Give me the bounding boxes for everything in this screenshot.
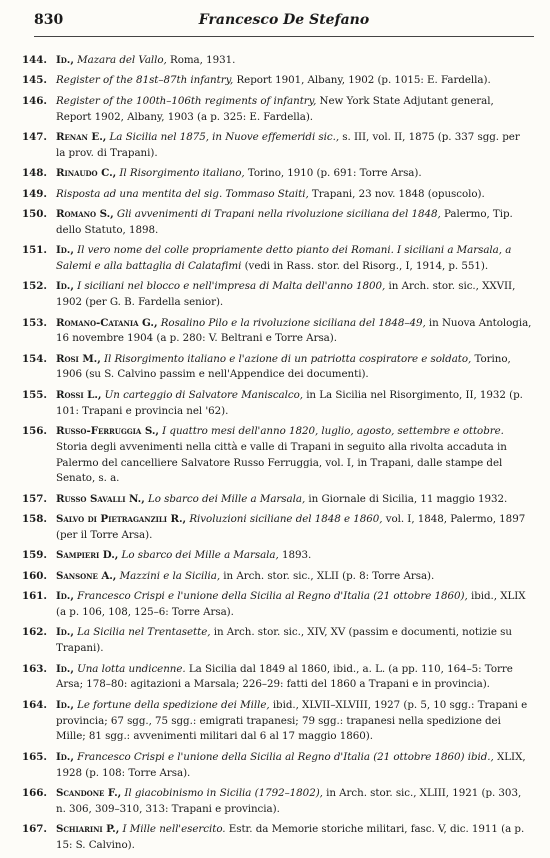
bibliography-entry (22, 53, 532, 69)
entry-details: Palermo, Tip. dello Statuto, 1898. (56, 207, 513, 236)
entry-details: Estr. da Memorie storiche militari, fasc. V, dic. 1911 (a p. 15: S. Calvino). (56, 823, 525, 851)
bibliography-entry (22, 822, 532, 854)
entry-details: New York State Adjutant general, Report 1902, Albany, 1903 (a p. 325: E. Fardella). (56, 94, 494, 123)
entry-number: 157. (22, 492, 47, 505)
entry-number: 162. (22, 626, 47, 639)
entry-title: Il Risorgimento italiano, (119, 167, 245, 180)
entry-author: Id., (56, 626, 74, 639)
entry-title: La Sicilia nel Trentasette, (77, 626, 211, 639)
entry-title: Rivoluzioni siciliane del 1848 e 1860, (189, 513, 383, 526)
header-rule (34, 36, 534, 37)
bibliography-entry (22, 548, 532, 564)
bibliography-entry (22, 316, 532, 348)
entry-title: I quattro mesi dell'anno 1820, luglio, agosto, settembre e ottobre. (162, 425, 504, 438)
entry-title: Risposta ad una mentita del sig. Tommaso Staiti, (56, 187, 309, 200)
entry-title: Il giacobinismo in Sicilia (1792–1802), (124, 786, 323, 799)
entry-author: Id., (56, 750, 74, 763)
bibliography-entry (22, 750, 532, 782)
bibliography-entry (22, 187, 532, 203)
entry-title: Un carteggio di Salvatore Maniscalco, (104, 388, 303, 401)
entry-title: Il vero nome del colle propriamente detto pianto dei Romani. I siciliani a Marsala, a Salemi e alla battaglia di Calatafimi (56, 244, 512, 272)
entry-author: Russo Savalli N., (56, 492, 145, 505)
entry-title: I siciliani nel blocco e nell'impresa di Malta dell'anno 1800, (77, 280, 386, 293)
entry-number: 154. (22, 352, 47, 365)
entry-title: Lo sbarco dei Mille a Marsala, (121, 549, 279, 562)
entry-author: Schiarini P., (56, 823, 120, 836)
entry-details: Roma, 1931. (166, 54, 236, 66)
entry-details: 1893. (278, 549, 312, 562)
entry-author: Romano S., (56, 207, 114, 220)
entry-author: Scandone F., (56, 786, 122, 799)
entry-details: in Nuova Antologia, 16 novembre 1904 (a p. 280: V. Beltrani e Torre Arsa). (56, 316, 532, 345)
entry-number: 160. (22, 569, 47, 582)
entry-number: 156. (22, 425, 47, 438)
entry-number: 150. (22, 207, 47, 220)
bibliography-entry (22, 388, 532, 420)
entry-author: Romano-Catania G., (56, 316, 158, 329)
bibliography-entry (22, 625, 532, 657)
entry-author: Id., (56, 698, 74, 711)
entry-details: Storia degli avvenimenti nella città e valle di Trapani in seguito alla rivolta accaduta in Palermo del cancelliere Salvatore Russo Ferruggia, vol. I, in Trapani, dalle stampe del Senato, s. a. (56, 440, 507, 485)
bibliography-entry (22, 512, 532, 544)
bibliography-entry (22, 166, 532, 182)
entry-details: in Arch. stor. sic., XLIII, 1921 (p. 303, n. 306, 309–310, 313: Trapani e provincia). (56, 786, 522, 815)
entry-author: Sampieri D., (56, 549, 119, 562)
bibliography-entry (22, 589, 532, 621)
entry-author: Id., (56, 280, 74, 293)
entry-author: Id., (56, 244, 74, 257)
entry-details: Torino, 1910 (p. 691: Torre Arsa). (244, 167, 422, 180)
entry-author: Rosi M., (56, 352, 101, 365)
entry-title: Register of the 100th–106th regiments of infantry, (56, 94, 317, 107)
entry-title: Mazzini e la Sicilia, (119, 569, 221, 582)
entry-details: vol. I, 1848, Palermo, 1897 (per il Torre Arsa). (56, 513, 526, 542)
entry-details: (vedi in Rass. stor. del Risorg., I, 1914, p. 551). (241, 259, 489, 272)
entry-details: ibid., XLVII–XLVIII, 1927 (p. 5, 10 sgg.: Trapani e provincia; 67 sgg., 75 sgg.: emigrati trapanesi; 79 sgg.: trapanesi nella spedizione dei Mille; 81 sgg.: avvenimenti militari dal 6 al 17 maggio 1860). (56, 698, 528, 743)
entry-author: Id., (56, 590, 74, 603)
entry-number: 163. (22, 662, 47, 675)
bibliography-entry (22, 492, 532, 508)
entry-number: 148. (22, 167, 47, 180)
entry-number: 145. (22, 74, 47, 87)
running-head: Francesco De Stefano (198, 12, 370, 28)
bibliography-entry (22, 352, 532, 384)
entry-author: Sansone A., (56, 569, 117, 582)
entry-author: Russo-Ferruggia S., (56, 425, 159, 438)
entry-author: Id., (56, 54, 74, 66)
entry-title: Francesco Crispi e l'unione della Sicilia al Regno d'Italia (21 ottobre 1860), (77, 590, 468, 603)
bibliography-entry (22, 130, 532, 162)
bibliography-entry (22, 698, 532, 745)
entry-title: I Mille nell'esercito. (122, 823, 226, 836)
entry-title: Mazara del Vallo, (77, 54, 167, 66)
bibliography-entry (22, 73, 532, 89)
entry-number: 147. (22, 130, 47, 143)
bibliography-entry (22, 207, 532, 239)
bibliography-entry (22, 569, 532, 585)
entry-author: Rossi L., (56, 388, 102, 401)
entry-number: 158. (22, 513, 47, 526)
entry-title: La Sicilia nel 1875, in Nuove effemeridi sic., (109, 130, 340, 143)
entry-details: in La Sicilia nel Risorgimento, II, 1932 (p. 101: Trapani e provincia nel '62). (56, 388, 523, 417)
entry-title: Francesco Crispi e l'unione della Sicilia al Regno d'Italia (21 ottobre 1860) ibid., (77, 750, 494, 763)
entry-author: Rinaudo C., (56, 167, 117, 180)
entry-details: ibid., XLIX (a p. 106, 108, 125–6: Torre Arsa). (56, 590, 526, 618)
bibliography-entry (22, 424, 532, 487)
entry-details: in Giornale di Sicilia, 11 maggio 1932. (305, 492, 508, 505)
entry-details: in Arch. stor. sic., XLII (p. 8: Torre Arsa). (220, 569, 435, 582)
bibliography-list (22, 53, 532, 858)
entry-author: Renan E., (56, 130, 107, 143)
entry-details: in Arch. stor. sic., XIV, XV (passim e documenti, notizie su Trapani). (56, 626, 512, 655)
entry-number: 164. (22, 698, 47, 711)
entry-title: Register of the 81st–87th infantry, (56, 74, 234, 87)
entry-number: 159. (22, 549, 47, 562)
entry-details: Report 1901, Albany, 1902 (p. 1015: E. Fardella). (233, 74, 491, 87)
entry-details: La Sicilia dal 1849 al 1860, ibid., a. L. (a pp. 110, 164–5: Torre Arsa; 178–80: agitazioni a Marsala; 226–29: fatti del 1860 a Trapani e in provincia). (56, 662, 513, 691)
bibliography-entry (22, 662, 532, 694)
entry-number: 155. (22, 388, 47, 401)
entry-title: Una lotta undicenne. (77, 662, 186, 675)
entry-number: 153. (22, 316, 47, 329)
bibliography-entry (22, 94, 532, 126)
entry-title: Le fortune della spedizione dei Mille, (77, 698, 270, 711)
entry-number: 152. (22, 280, 47, 293)
page-header (34, 12, 534, 34)
entry-author: Salvo di Pietraganzili R., (56, 513, 187, 526)
entry-details: Torino, 1906 (su S. Calvino passim e nell'Appendice dei documenti). (56, 352, 511, 381)
entry-number: 165. (22, 750, 47, 763)
entry-details: Trapani, 23 nov. 1848 (opuscolo). (308, 187, 485, 200)
entry-title: Il Risorgimento italiano e l'azione di un patriotta cospiratore e soldato, (103, 352, 472, 365)
entry-title: Gli avvenimenti di Trapani nella rivoluzione siciliana del 1848, (116, 207, 441, 220)
bibliography-entry (22, 243, 532, 275)
entry-number: 167. (22, 823, 47, 836)
entry-number: 144. (22, 54, 47, 66)
entry-author: Id., (56, 662, 74, 675)
entry-number: 166. (22, 786, 47, 799)
page-number: 830 (34, 12, 64, 28)
entry-title: Lo sbarco dei Mille a Marsala, (148, 492, 306, 505)
bibliography-entry (22, 786, 532, 818)
entry-details: XLIX, 1928 (p. 108: Torre Arsa). (56, 750, 526, 779)
entry-number: 146. (22, 94, 47, 107)
entry-number: 149. (22, 187, 47, 200)
entry-details: s. III, vol. II, 1875 (p. 337 sgg. per la prov. di Trapani). (56, 130, 520, 159)
bibliography-entry (22, 279, 532, 311)
entry-title: Rosalino Pilo e la rivoluzione siciliana del 1848–49, (160, 316, 426, 329)
entry-number: 161. (22, 590, 47, 603)
entry-number: 151. (22, 244, 47, 257)
entry-details: in Arch. stor. sic., XXVII, 1902 (per G. B. Fardella senior). (56, 280, 516, 309)
